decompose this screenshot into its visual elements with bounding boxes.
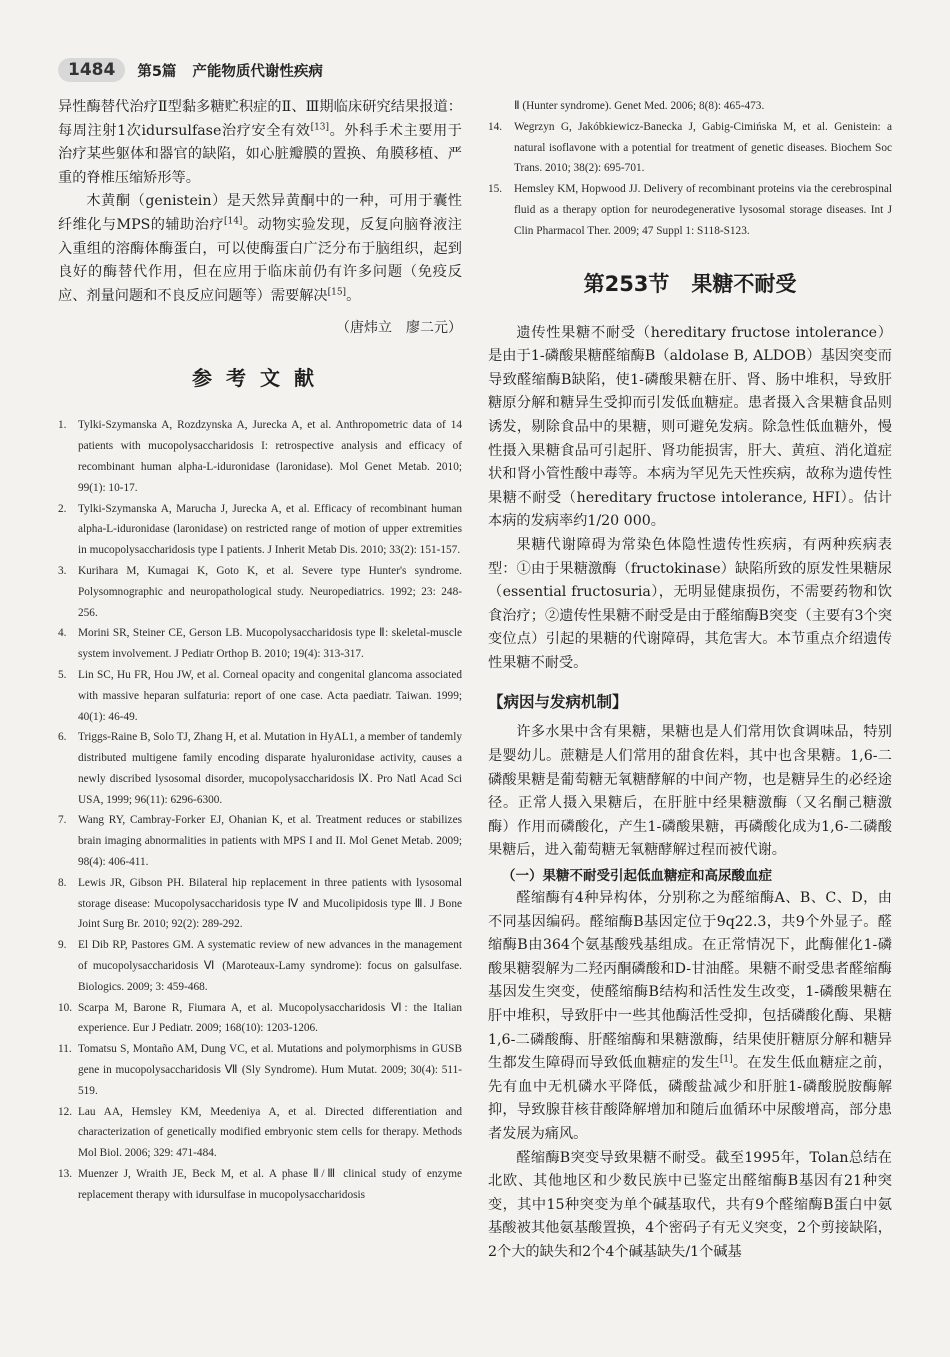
paragraph: 醛缩酶B突变导致果糖不耐受。截至1995年，Tolan总结在北欧、其他地区和少数民族中已鉴定出醛缩酶B基因有21种突变，其中15种突变为单个碱基取代，共有9个醛缩酶B蛋白中氨基酸被其他氨基酸置换，4个密码子有无义突变，2个剪接缺陷，2个大的缺失和2个4个碱基缺失/1个碱基	[488, 1149, 892, 1260]
sub-subsection-heading: （一）果糖不耐受引起低血糖症和高尿酸血症	[502, 868, 772, 885]
reference-item: 13. Muenzer J, Wraith JE, Beck M, et al. A phase Ⅱ/Ⅲ clinical study of enzyme replacement therapy with idursulfase in mucopolysaccharidosis	[58, 1168, 462, 1201]
paragraph: 果糖代谢障碍为常染色体隐性遗传性疾病，有两种疾病表型：①由于果糖激酶（fructokinase）缺陷所致的原发性果糖尿（essential fructosuria），无明显健康损伤，不需要药物和饮食治疗；②遗传性果糖不耐受是由于醛缩酶B突变（主要有3个突变位点）引起的果糖的代谢障碍，其危害大。本节重点介绍遗传性果糖不耐受。	[488, 536, 892, 671]
page-header	[58, 55, 323, 85]
right-column	[488, 96, 892, 1265]
left-column	[58, 96, 462, 1206]
reference-item: 6. Triggs-Raine B, Solo TJ, Zhang H, et al. Mutation in HyAL1, a member of tandemly distributed multigene family encoding disparate hyaluronidase activity, causes a newly discribed lysosomal disorder, mucopolysaccharidosis Ⅸ. Pro Natl Acad Sci USA, 1999; 96(11): 6296-6300.	[58, 731, 462, 806]
chapter-title: 产能物质代谢性疾病	[192, 63, 323, 80]
reference-item: 7. Wang RY, Cambray-Forker EJ, Ohanian K, et al. Treatment reduces or stabilizes brain imaging abnormalities in patients with MPS I and II. Mol Genet Metab. 2009; 98(4): 406-411.	[58, 814, 462, 869]
reference-item: 9. El Dib RP, Pastores GM. A systematic review of new advances in the management of mucopolysaccharidosis Ⅵ (Maroteaux-Lamy syndrome): focus on galsulfase. Biologics. 2009; 3: 459-468.	[58, 939, 462, 993]
subsection-heading: 【病因与发病机制】	[488, 693, 628, 712]
page-number: 1484	[58, 58, 125, 82]
paragraph: 遗传性果糖不耐受（hereditary fructose intolerance）是由于1-磷酸果糖醛缩酶B（aldolase B, ALDOB）基因突变而导致醛缩酶B缺陷，使1-磷酸果糖在肝、肾、肠中堆积，导致肝糖原分解和糖异生受抑而引发低血糖症。患者摄入含果糖食品则诱发，剔除食品中的果糖，则可避免发病。除急性低血糖外，慢性摄入果糖食品可引起肝、肾功能损害，肝大、黄疸、消化道症状和肾小管性酸中毒等。本病为罕见先天性疾病，故称为遗传性果糖不耐受（hereditary fructose intolerance, HFI）。估计本病的发病率约1/20 000。	[488, 324, 892, 530]
reference-item: 14. Wegrzyn G, Jakóbkiewicz-Banecka J, Gabig-Cimińska M, et al. Genistein: a natural isoflavone with a potential for treatment of genetic diseases. Biochem Soc Trans. 2010; 38(2): 695-701.	[488, 120, 892, 175]
reference-item: 10. Scarpa M, Barone R, Fiumara A, et al. Mucopolysaccharidosis Ⅵ: the Italian experience. Eur J Pediatr. 2009; 168(10): 1203-1206.	[58, 1001, 462, 1035]
citation: [14]	[223, 216, 243, 227]
reference-item: 12. Lau AA, Hemsley KM, Meedeniya A, et al. Directed differentiation and characterization of genetically modified embryonic stem cells for therapy. Methods Mol Biol. 2006; 329: 471-484.	[58, 1105, 462, 1160]
reference-list	[58, 415, 462, 1205]
paragraph: 醛缩酶有4种异构体，分别称之为醛缩酶A、B、C、D，由不同基因编码。醛缩酶B基因定位于9q22.3，共9个外显子。醛缩酶B由364个氨基酸残基组成。在正常情况下，此酶催化1-磷酸果糖裂解为二羟丙酮磷酸和D-甘油醛。果糖不耐受患者醛缩酶基因发生突变，使醛缩酶B结构和活性发生改变，1-磷酸果糖在肝中堆积，导致肝中一些其他酶活性受抑，包括磷酸化酶、果糖1,6-二磷酸酶、肝醛缩酶和果糖激酶，结果使肝糖原分解和糖异生都发生障碍而导致低血糖症的发生[1]。在发生低血糖症之前，先有血中无机磷水平降低，磷酸盐减少和肝脏1-磷酸脱胺酶解抑，导致腺苷核苷酸降解增加和随后血循环中尿酸增高，部分患者发展为痛风。	[488, 890, 892, 1142]
reference-item: 8. Lewis JR, Gibson PH. Bilateral hip replacement in three patients with lysosomal storage disease: Mucopolysaccharidosis type Ⅳ and Mucolipidosis type Ⅲ. J Bone Joint Surg Br. 2010; 92(2): 289-292.	[58, 876, 462, 931]
part-label: 第5篇	[137, 63, 177, 80]
citation: [13]	[310, 121, 330, 132]
paragraph: 异性酶替代治疗Ⅱ型黏多糖贮积症的Ⅱ、Ⅲ期临床研究结果报道：每周注射1次idursulfase治疗安全有效[13]。外科手术主要用于治疗某些躯体和器官的缺陷，如心脏瓣膜的置换、角膜移植、严重的脊椎压缩矫形等。	[58, 99, 462, 186]
reference-item: 3. Kurihara M, Kumagai K, Goto K, et al. Severe type Hunter's syndrome. Polysomnographic and neuropathological study. Neuropediatrics. 1992; 23: 248-256.	[58, 564, 462, 619]
citation: [1]	[719, 1054, 733, 1065]
section-title: 第253节 果糖不耐受	[583, 271, 797, 296]
paragraph: 木黄酮（genistein）是天然异黄酮中的一种，可用于囊性纤维化与MPS的辅助治疗[14]。动物实验发现，反复向脑脊液注入重组的溶酶体酶蛋白，可以使酶蛋白广泛分布于脑组织，起到良好的酶替代作用，但在应用于临床前仍有许多问题（免疫反应、剂量问题和不良反应问题等）需要解决[15]。	[58, 193, 462, 304]
reference-item: 4. Morini SR, Steiner CE, Gerson LB. Mucopolysaccharidosis type Ⅱ: skeletal-muscle system involvement. J Pediatr Orthop B. 2010; 19(4): 313-317.	[58, 627, 462, 661]
reference-item-continuation: Ⅱ (Hunter syndrome). Genet Med. 2006; 8(8): 465-473.	[514, 100, 765, 112]
reference-item: 5. Lin SC, Hu FR, Hou JW, et al. Corneal opacity and congenital glancoma associated with massive heparan sulfaturia: report of one case. Acta paediatr. Taiwan. 1999; 40(1): 46-49.	[58, 668, 462, 723]
citation: [15]	[327, 287, 347, 298]
references-heading: 参考文献	[192, 366, 328, 391]
reference-item: 15. Hemsley KM, Hopwood JJ. Delivery of recombinant proteins via the cerebrospinal fluid as a therapy option for neurodegenerative lysosomal storage diseases. Int J Clin Pharmacol Ther. 2009; 47 Suppl 1: S118-S123.	[488, 183, 892, 237]
reference-item: 1. Tylki-Szymanska A, Rozdzynska A, Jurecka A, et al. Anthropometric data of 14 patients with mucopolysaccharidosis I: retrospective analysis and efficacy of recombinant human alpha-L-iduronidase (laronidase). Mol Genet Metab. 2010; 99(1): 10-17.	[58, 419, 462, 494]
reference-item: 11. Tomatsu S, Montaño AM, Dung VC, et al. Mutations and polymorphisms in GUSB gene in mucopolysaccharidosis Ⅶ (Sly Syndrome). Hum Mutat. 2009; 30(4): 511-519.	[58, 1043, 462, 1097]
author-signature: （唐炜立 廖二元）	[336, 320, 462, 337]
reference-item: 2. Tylki-Szymanska A, Marucha J, Jurecka A, et al. Efficacy of recombinant human alpha-L-iduronidase (laronidase) on restricted range of motion of upper extremities in mucopolysaccharidosis type I patients. J Inherit Metab Dis. 2010; 33(2): 151-157.	[58, 502, 462, 557]
reference-list-continued	[488, 96, 892, 242]
paragraph: 许多水果中含有果糖，果糖也是人们常用饮食调味品，特别是婴幼儿。蔗糖是人们常用的甜食佐料，其中也含果糖。1,6-二磷酸果糖是葡萄糖无氧糖酵解的中间产物，也是糖异生的必经途径。正常人摄入果糖后，在肝脏中经果糖激酶（又名酮己糖激酶）作用而磷酸化，产生1-磷酸果糖，再磷酸化成为1,6-二磷酸果糖后，进入葡萄糖无氧糖酵解过程而被代谢。	[488, 724, 892, 859]
